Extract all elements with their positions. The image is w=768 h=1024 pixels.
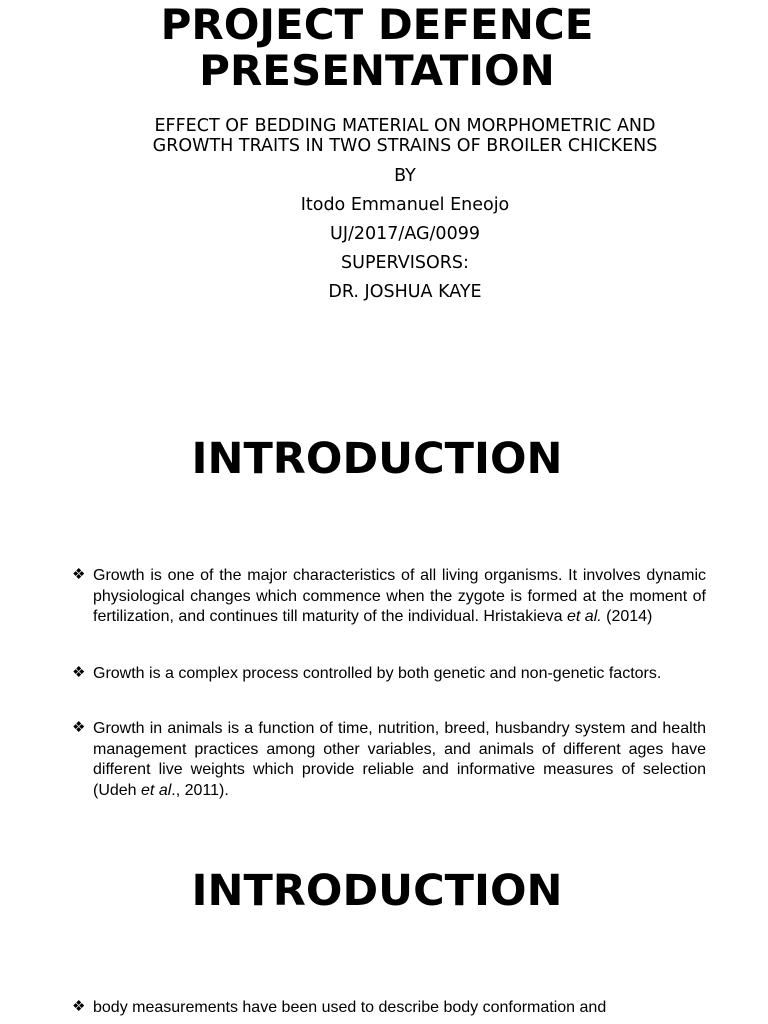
bullet-text: ., 2011). [171, 781, 229, 799]
diamond-bullet-icon: ❖ [72, 998, 86, 1015]
title-line-1: PROJECT DEFENCE [160, 0, 594, 49]
diamond-bullet-icon: ❖ [72, 719, 86, 736]
introduction-heading-1: INTRODUCTION [191, 434, 563, 484]
presentation-title [0, 2, 754, 94]
introduction-bullet-list-1 [72, 566, 706, 801]
matric-number: UJ/2017/AG/0099 [330, 224, 480, 244]
introduction-heading-2: INTRODUCTION [191, 866, 563, 916]
list-item [72, 566, 706, 628]
supervisors-label: SUPERVISORS: [341, 253, 469, 273]
next-slide-fragment [0, 996, 768, 1024]
introduction-bullet-list-2 [72, 998, 706, 1019]
bullet-text: (2014) [601, 608, 653, 625]
bullet-text: Growth is one of the major characteristics of all living organisms. It involves dynamic physiological changes which commence when the zygote is formed at the moment of fertilization, and continues till maturity of the individual. Hristakieva [93, 567, 706, 625]
diamond-bullet-icon: ❖ [72, 566, 86, 583]
bullet-text-italic: et al [141, 781, 172, 799]
bullet-text: Growth is a complex process controlled by both genetic and non-genetic factors. [93, 664, 662, 682]
topic-line-2: GROWTH TRAITS IN TWO STRAINS OF BROILER CHICKENS [152, 136, 658, 156]
project-topic [0, 116, 768, 156]
bullet-text: body measurements have been used to describe body conformation and [93, 999, 607, 1016]
topic-line-1: EFFECT OF BEDDING MATERIAL ON MORPHOMETRIC AND [154, 116, 656, 136]
list-item [72, 998, 706, 1019]
diamond-bullet-icon: ❖ [72, 663, 86, 681]
author-name: Itodo Emmanuel Eneojo [300, 195, 510, 215]
title-slide-details [0, 116, 768, 307]
by-label: BY [394, 166, 416, 186]
list-item [72, 664, 706, 685]
supervisor-name: DR. JOSHUA KAYE [328, 282, 482, 302]
list-item [72, 719, 706, 801]
bullet-text: Growth in animals is a function of time, nutrition, breed, husbandry system and health management practices among other variables, and animals of different ages have different live weights which provide reliable and informative measures of selection (Udeh [93, 720, 706, 799]
title-line-2: PRESENTATION [199, 46, 555, 95]
bullet-text-italic: et al. [567, 608, 602, 625]
